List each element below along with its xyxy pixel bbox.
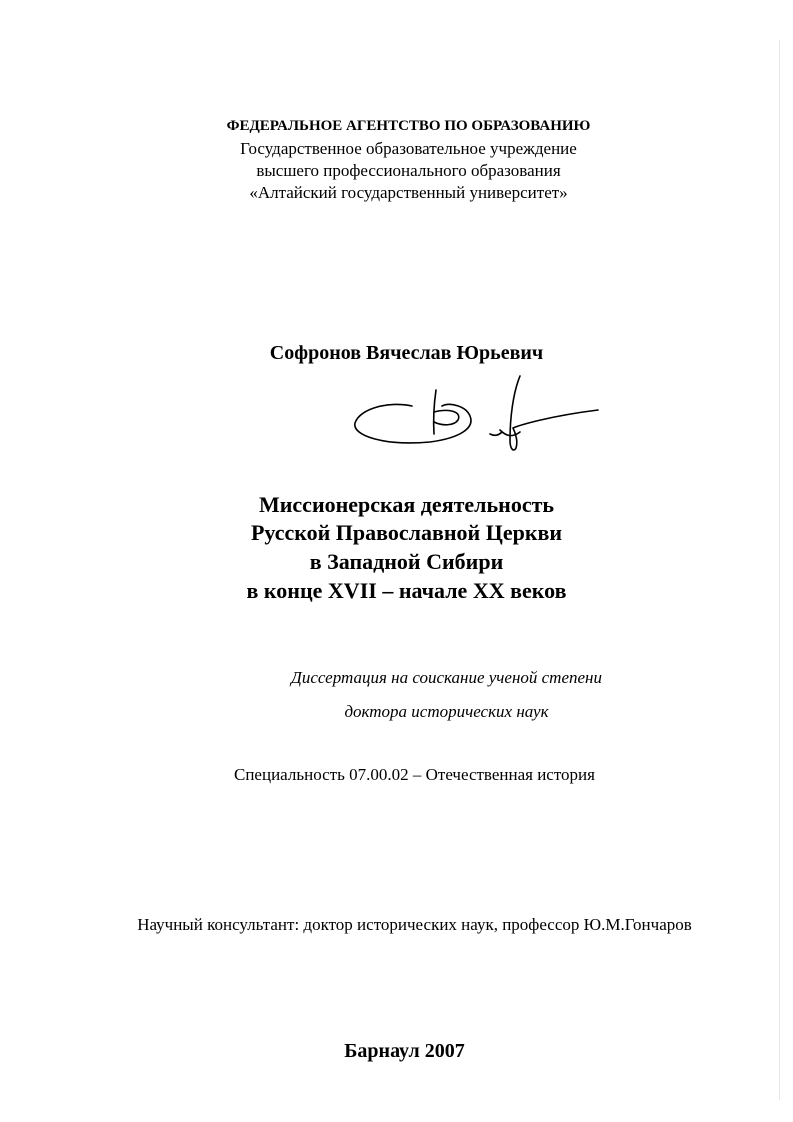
degree-line-1: Диссертация на соискание ученой степени — [291, 668, 602, 687]
signature-icon — [350, 368, 605, 458]
institution-line-2: высшего профессионального образования — [256, 161, 561, 180]
author-name: Софронов Вячеслав Юрьевич — [269, 342, 544, 364]
institution-line-3: «Алтайский государственный университет» — [249, 183, 568, 202]
institution-line-1: Государственное образовательное учреждение — [240, 139, 577, 158]
title-line-3: в Западной Сибири — [309, 549, 504, 574]
degree-line-2: доктора исторических наук — [344, 702, 549, 721]
title-line-4: в конце XVII – начале XX веков — [246, 578, 567, 603]
scientific-consultant: Научный консультант: доктор исторических наук, профессор Ю.М.Гончаров — [137, 915, 692, 934]
title-line-1: Миссионерская деятельность — [258, 492, 555, 517]
title-line-2: Русской Православной Церкви — [250, 520, 563, 545]
agency-name: ФЕДЕРАЛЬНОЕ АГЕНТСТВО ПО ОБРАЗОВАНИЮ — [226, 118, 591, 134]
city-year: Барнаул 2007 — [344, 1040, 465, 1062]
specialty: Специальность 07.00.02 – Отечественная история — [234, 765, 595, 784]
